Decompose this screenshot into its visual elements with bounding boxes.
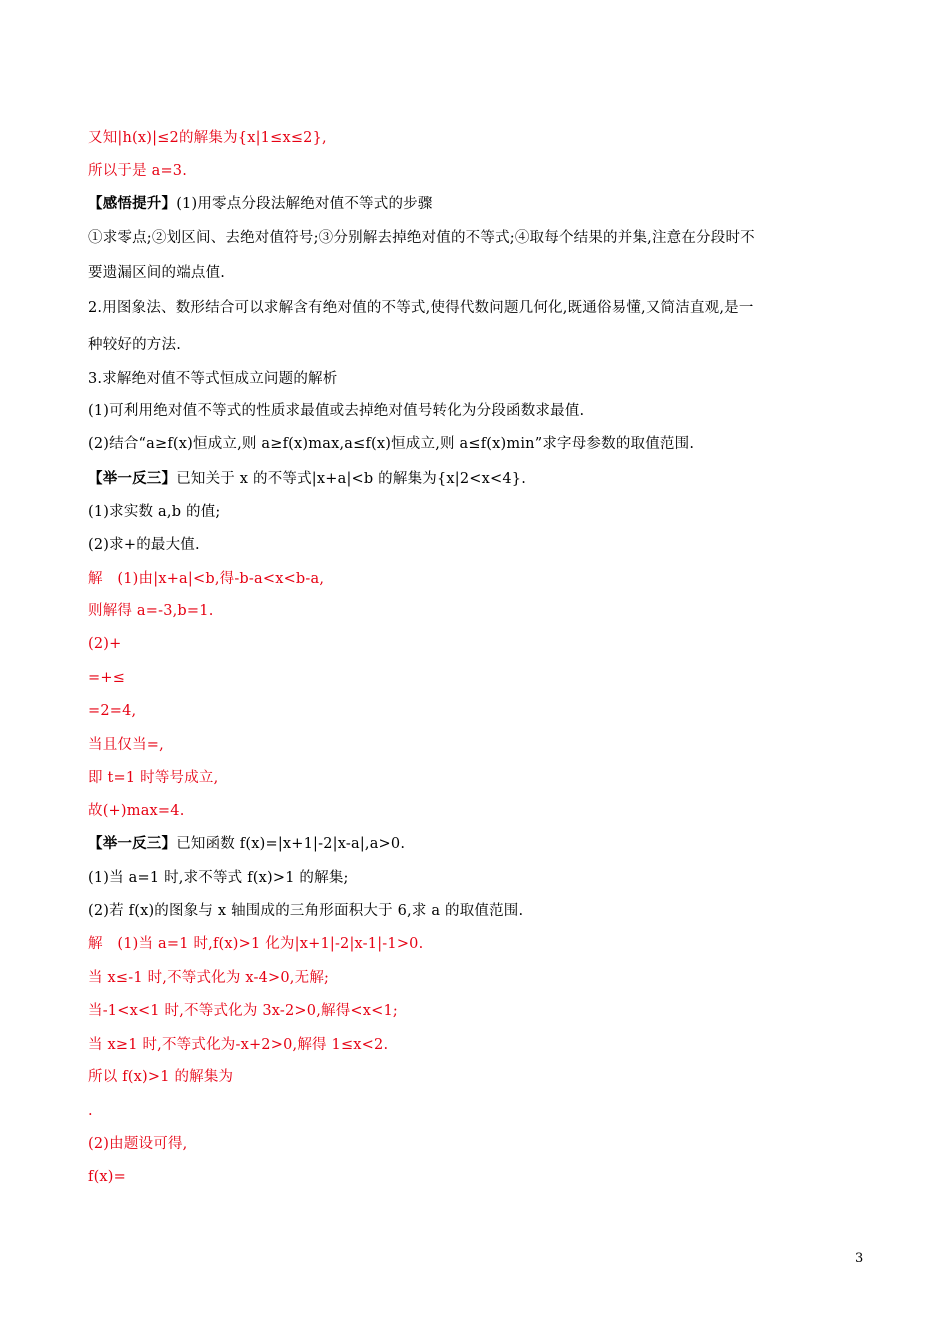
text-line: (2)求+的最大值.: [88, 537, 200, 553]
section-label: 【感悟提升】: [88, 195, 177, 212]
section-text: (1)用零点分段法解绝对值不等式的步骤: [176, 196, 433, 212]
text-line: .: [88, 1103, 93, 1119]
section-text: 已知关于 x 的不等式|x+a|<b 的解集为{x|2<x<4}.: [176, 471, 527, 487]
text-line: [88, 469, 526, 489]
text-line: (1)求实数 a,b 的值;: [88, 504, 221, 520]
text-line: (1)当 a=1 时,求不等式 f(x)>1 的解集;: [88, 870, 349, 886]
text-line: =+≤: [88, 670, 126, 686]
text-line: (1)可利用绝对值不等式的性质求最值或去掉绝对值号转化为分段函数求最值.: [88, 403, 585, 419]
text-line: 当-1<x<1 时,不等式化为 3x-2>0,解得<x<1;: [88, 1003, 398, 1019]
section-text: 已知函数 f(x)=|x+1|-2|x-a|,a>0.: [176, 836, 406, 852]
text-line: =2=4,: [88, 703, 137, 719]
text-line: 所以于是 a=3.: [88, 163, 188, 179]
text-line: 则解得 a=-3,b=1.: [88, 603, 214, 619]
text-line: 解 (1)当 a=1 时,f(x)>1 化为|x+1|-2|x-1|-1>0.: [88, 936, 424, 952]
text-line: 当 x≥1 时,不等式化为-x+2>0,解得 1≤x<2.: [88, 1037, 389, 1053]
text-line: 解 (1)由|x+a|<b,得-b-a<x<b-a,: [88, 571, 325, 587]
text-line: [88, 834, 405, 854]
text-line: 所以 f(x)>1 的解集为: [88, 1069, 234, 1085]
text-line: 又知|h(x)|≤2的解集为{x|1≤x≤2},: [88, 130, 327, 146]
text-line: [88, 194, 433, 214]
text-line: 2.用图象法、数形结合可以求解含有绝对值的不等式,使得代数问题几何化,既通俗易懂,又简洁直观,是一: [88, 300, 754, 316]
text-line: 故(+)max=4.: [88, 803, 185, 819]
text-line: (2)若 f(x)的图象与 x 轴围成的三角形面积大于 6,求 a 的取值范围.: [88, 903, 524, 919]
text-line: 3.求解绝对值不等式恒成立问题的解析: [88, 371, 338, 387]
text-line: 种较好的方法.: [88, 337, 182, 353]
text-line: ①求零点;②划区间、去绝对值符号;③分别解去掉绝对值的不等式;④取每个结果的并集,注意在分段时不: [88, 230, 755, 246]
text-line: 当且仅当=,: [88, 737, 164, 753]
text-line: (2)由题设可得,: [88, 1136, 188, 1152]
section-label: 【举一反三】: [88, 470, 177, 487]
section-label: 【举一反三】: [88, 835, 177, 852]
text-line: (2)+: [88, 636, 122, 652]
text-line: f(x)=: [88, 1169, 127, 1185]
text-line: 要遗漏区间的端点值.: [88, 265, 226, 281]
page-number: 3: [855, 1251, 864, 1266]
text-line: 当 x≤-1 时,不等式化为 x-4>0,无解;: [88, 970, 330, 986]
text-line: (2)结合“a≥f(x)恒成立,则 a≥f(x)max,a≤f(x)恒成立,则 a≤f(x)min”求字母参数的取值范围.: [88, 436, 695, 452]
text-line: 即 t=1 时等号成立,: [88, 770, 219, 786]
